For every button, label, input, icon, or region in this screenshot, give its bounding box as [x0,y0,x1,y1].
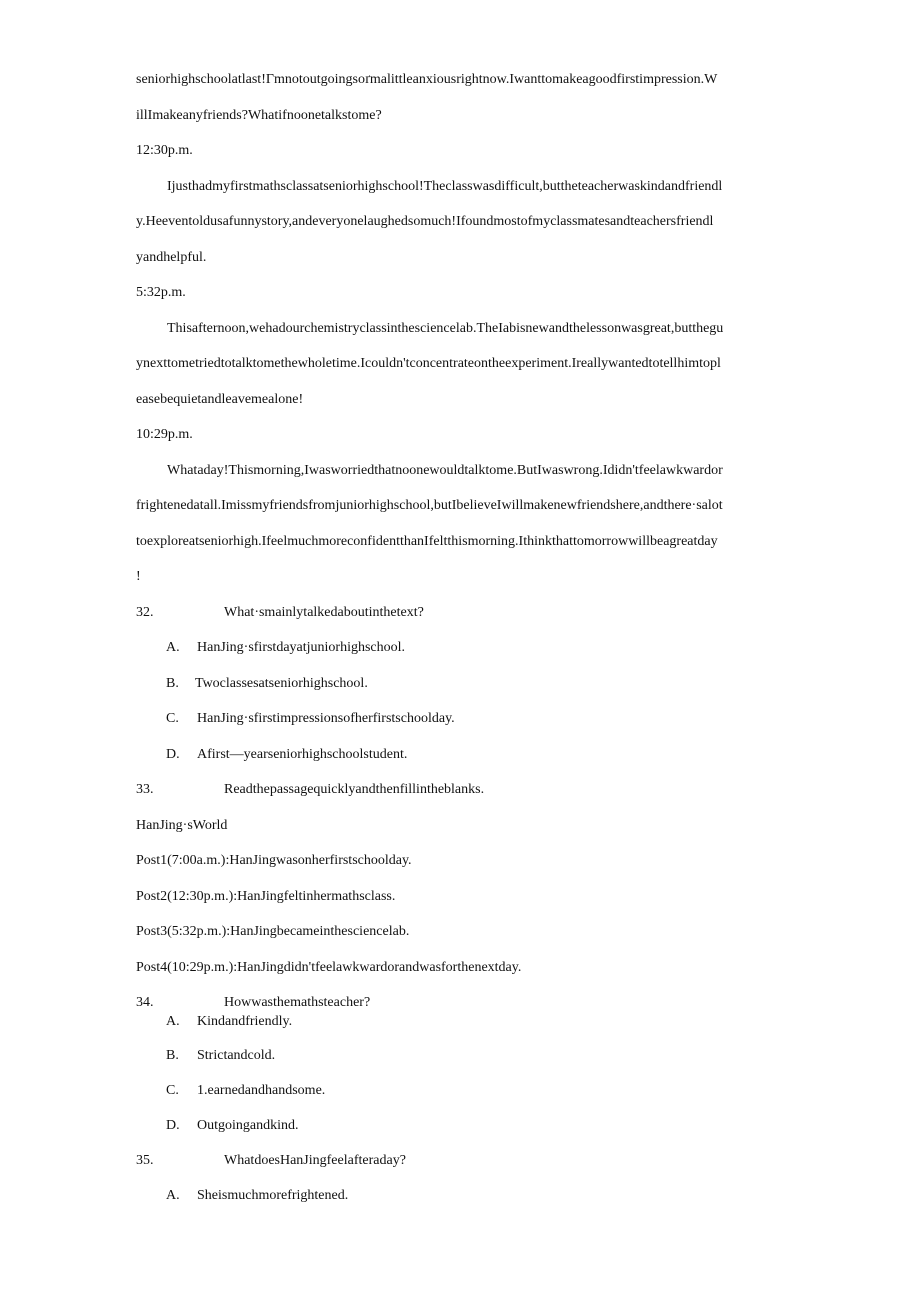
post-1029-line-3: toexploreatseniorhigh.IfeelmuchmoreconfidentthanIfeltthismorning.Ithinkthattomorrowwillbeagreatday [136,534,718,549]
question-number: 33. [136,782,154,797]
question-prompt: Readthepassagequicklyandthenfillintheblanks. [224,782,485,797]
option-letter-a: A. [166,640,180,655]
option-letter-c: C. [166,1083,179,1098]
option-letter-b: B. [166,1048,179,1063]
option-text-d: Afirst—yearseniorhighschoolstudent. [197,747,408,762]
worksheet-post-2: Post2(12:30p.m.):HanJingfeltinhermathsclass. [136,889,396,904]
worksheet-post-3: Post3(5:32p.m.):HanJingbecameinthesciencelab. [136,924,410,939]
question-number: 32. [136,605,154,620]
option-letter-a: A. [166,1188,180,1203]
post-1029-line-4: ! [136,569,141,584]
question-prompt: What·smainlytalkedaboutinthetext? [224,605,424,620]
post-time-1230: 12:30p.m. [136,143,193,158]
post-532-line-1: Thisafternoon,wehadourchemistryclassinthesciencelab.TheIabisnewandthelessonwasgreat,butthegu [167,321,724,336]
option-text-b: Twoclassesatseniorhighschool. [195,676,368,691]
post-532-line-3: easebequietandleavemealone! [136,392,304,407]
post-1230-line-2: y.Heeventoldusafunnystory,andeveryonelaughedsomuch!Ifoundmostofmyclassmatesandteachersfriendl [136,214,714,229]
option-letter-c: C. [166,711,179,726]
post-time-1029: 10:29p.m. [136,427,193,442]
option-text-c: 1.earnedandhandsome. [197,1083,326,1098]
option-text-b: Strictandcold. [197,1048,276,1063]
passage-intro-line-1: seniorhighschoolatlast!Γmnotoutgoingsoґmalittleanxiousrightnow.Iwanttomakeagoodfirstimpression.W [136,72,718,87]
option-text-d: Outgoingandkind. [197,1118,299,1133]
question-prompt: Howwasthemathsteacher? [224,995,371,1010]
option-letter-d: D. [166,1118,180,1133]
post-532-line-2: ynexttometriedtotalktomethewholetime.Icouldn'tconcentrateontheexperiment.Ireallywantedtotellhimtopl [136,356,721,371]
option-letter-b: B. [166,676,179,691]
question-number: 35. [136,1153,154,1168]
option-letter-a: A. [166,1014,180,1029]
worksheet-post-4: Post4(10:29p.m.):HanJingdidn'tfeelawkwardorandwasforthenextday. [136,960,522,975]
post-1230-line-3: yandhelpful. [136,250,207,265]
post-1029-line-2: frightenedatall.Imissmyfriendsfromjuniorhighschool,butIbelieveIwillmakenewfriendshere,andthere·salot [136,498,723,513]
option-text-a: Sheismuchmorefrightened. [197,1188,349,1203]
option-text-a: Kindandfriendly. [197,1014,293,1029]
worksheet-post-1: Post1(7:00a.m.):HanJingwasonherfirstschoolday. [136,853,412,868]
question-number: 34. [136,995,154,1010]
passage-intro-line-2: illImakeanyfriends?Whatifnoonetalkstome? [136,108,382,123]
post-time-532: 5:32p.m. [136,285,186,300]
option-text-c: HanJing·sfirstimpressionsofherfirstschoolday. [197,711,455,726]
option-letter-d: D. [166,747,180,762]
post-1029-line-1: Whataday!Thismorning,Iwasworriedthatnoonewouldtalktome.ButIwaswrong.Ididn'tfeelawkwardor [167,463,723,478]
worksheet-title: HanJing·sWorld [136,818,228,833]
option-text-a: HanJing·sfirstdayatjuniorhighschool. [197,640,406,655]
question-prompt: WhatdoesHanJingfeelafteraday? [224,1153,406,1168]
post-1230-line-1: Ijusthadmyfirstmathsclassatseniorhighschool!Theclasswasdifficult,buttheteacherwaskindandfriendl [167,179,723,194]
